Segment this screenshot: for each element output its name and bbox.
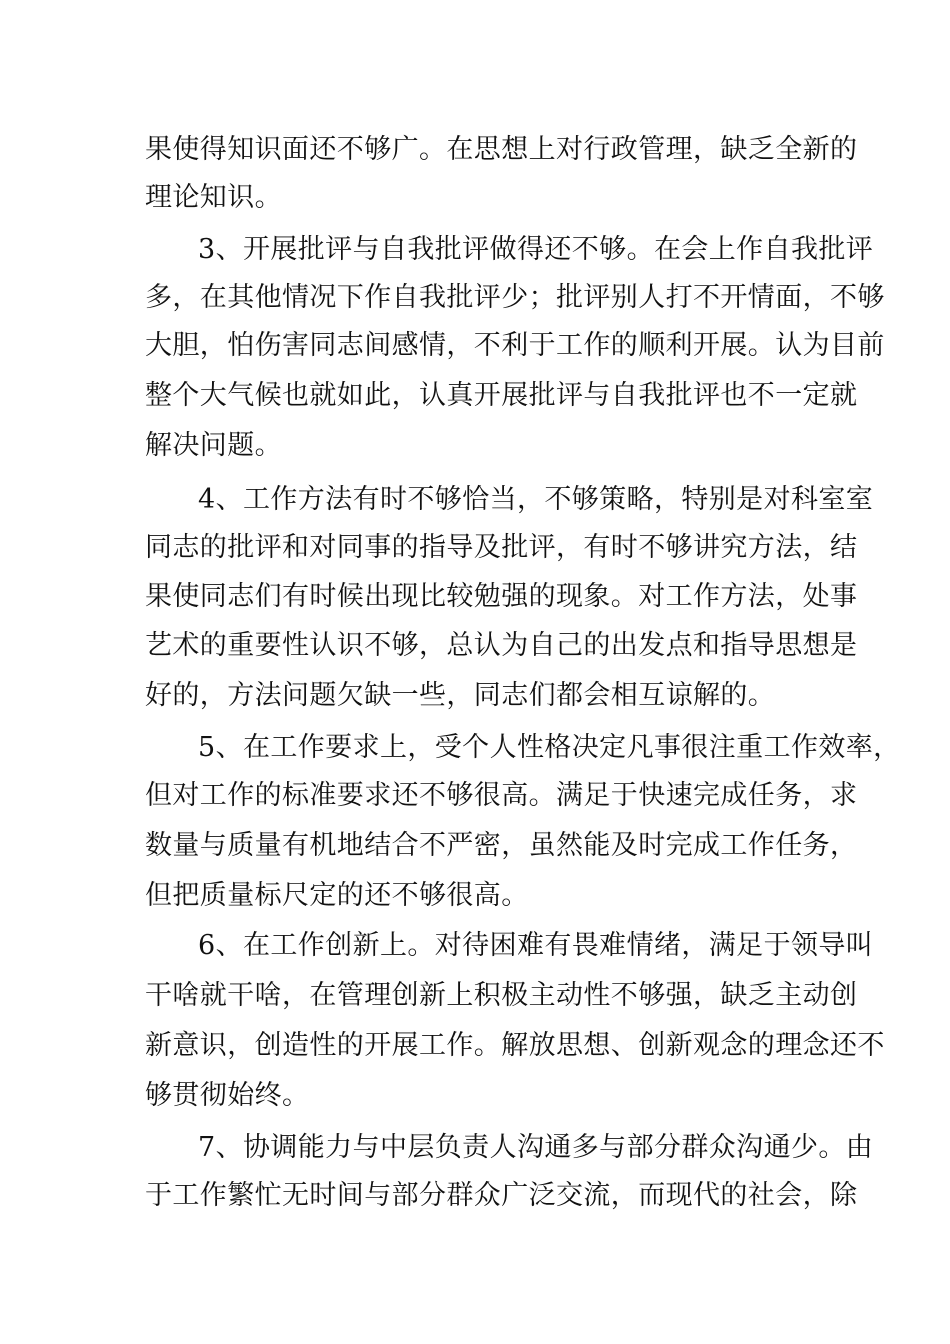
text-line: 好的，方法问题欠缺一些，同志们都会相互谅解的。 (145, 680, 776, 711)
paragraph-3-start: 3、开展批评与自我批评做得还不够。在会上作自我批评 (198, 234, 874, 265)
text-line: 但把质量标尺定的还不够很高。 (145, 880, 529, 911)
text-line: 够贯彻始终。 (145, 1080, 310, 1111)
text-line: 理论知识。 (145, 182, 282, 213)
text-line: 同志的批评和对同事的指导及批评，有时不够讲究方法，结 (145, 532, 858, 563)
text-line: 多，在其他情况下作自我批评少；批评别人打不开情面，不够 (145, 282, 885, 313)
paragraph-7-start: 7、协调能力与中层负责人沟通多与部分群众沟通少。由 (198, 1132, 874, 1163)
text-line: 新意识，创造性的开展工作。解放思想、创新观念的理念还不 (145, 1030, 885, 1061)
text-line: 大胆，怕伤害同志间感情，不利于工作的顺利开展。认为目前 (145, 330, 885, 361)
text-line: 果使同志们有时候出现比较勉强的现象。对工作方法，处事 (145, 581, 858, 612)
paragraph-6-start: 6、在工作创新上。对待困难有畏难情绪，满足于领导叫 (198, 930, 874, 961)
text-line: 于工作繁忙无时间与部分群众广泛交流，而现代的社会，除 (145, 1180, 858, 1211)
text-line: 整个大气候也就如此，认真开展批评与自我批评也不一定就 (145, 380, 858, 411)
text-line: 数量与质量有机地结合不严密，虽然能及时完成工作任务， (145, 830, 858, 861)
paragraph-4-start: 4、工作方法有时不够恰当，不够策略，特别是对科室室 (198, 484, 874, 515)
text-line: 艺术的重要性认识不够，总认为自己的出发点和指导思想是 (145, 630, 858, 661)
text-line: 解决问题。 (145, 430, 282, 461)
text-line: 但对工作的标准要求还不够很高。满足于快速完成任务，求 (145, 780, 858, 811)
paragraph-5-start: 5、在工作要求上，受个人性格决定凡事很注重工作效率， (198, 732, 901, 763)
text-line: 干啥就干啥，在管理创新上积极主动性不够强，缺乏主动创 (145, 980, 858, 1011)
text-line: 果使得知识面还不够广。在思想上对行政管理，缺乏全新的 (145, 134, 858, 165)
